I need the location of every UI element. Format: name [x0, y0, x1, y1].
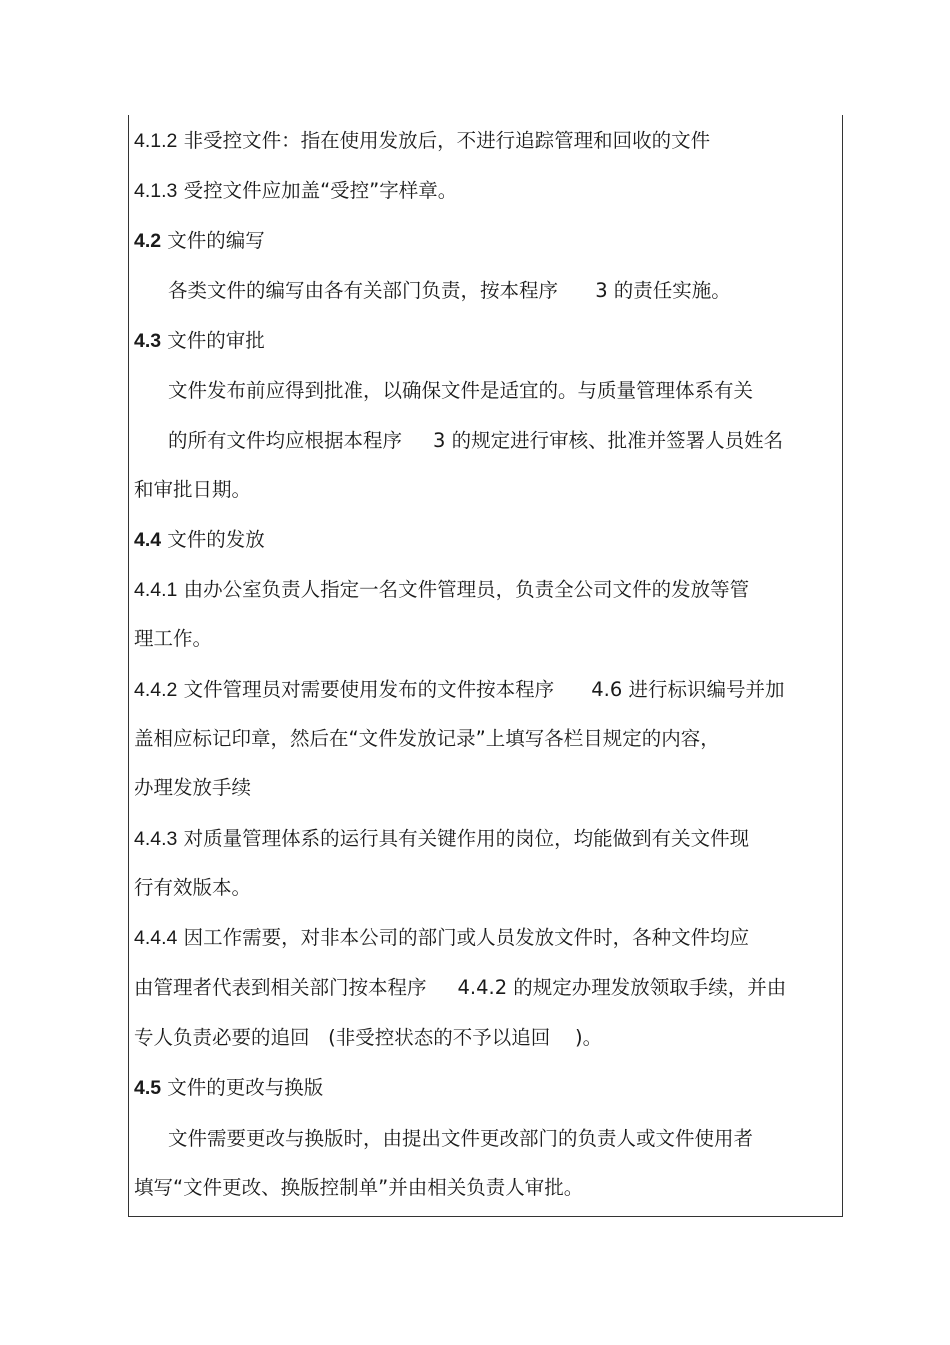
- clause-4-4-3: 4.4.3 对质量管理体系的运行具有关键作用的岗位，均能做到有关文件现: [134, 827, 750, 850]
- clause-4-1-3: 4.1.3 受控文件应加盖“受控”字样章。: [134, 179, 458, 202]
- section-heading-4-2: 4.2 文件的编写: [134, 229, 265, 252]
- paragraph-line: 各类文件的编写由各有关部门负责，按本程序 3 的责任实施。: [168, 279, 731, 302]
- section-heading-4-5: 4.5 文件的更改与换版: [134, 1076, 324, 1099]
- paragraph-line: 行有效版本。: [134, 876, 252, 899]
- clause-4-4-1: 4.4.1 由办公室负责人指定一名文件管理员，负责全公司文件的发放等管: [134, 578, 750, 601]
- paragraph-line: 由管理者代表到相关部门按本程序 4.4.2 的规定办理发放领取手续，并由: [134, 976, 787, 999]
- paragraph-line: 文件需要更改与换版时，由提出文件更改部门的负责人或文件使用者: [168, 1127, 754, 1150]
- paragraph-line: 文件发布前应得到批准，以确保文件是适宜的。与质量管理体系有关: [168, 379, 754, 402]
- section-heading-4-4: 4.4 文件的发放: [134, 528, 265, 551]
- paragraph-line: 的所有文件均应根据本程序 3 的规定进行审核、批准并签署人员姓名: [168, 429, 784, 452]
- section-heading-4-3: 4.3 文件的审批: [134, 329, 265, 352]
- clause-4-4-2: 4.4.2 文件管理员对需要使用发布的文件按本程序 4.6 进行标识编号并加: [134, 678, 785, 701]
- paragraph-line: 理工作。: [134, 627, 213, 650]
- paragraph-line: 盖相应标记印章，然后在“文件发放记录”上填写各栏目规定的内容，: [134, 727, 720, 750]
- clause-4-1-2: 4.1.2 非受控文件：指在使用发放后，不进行追踪管理和回收的文件: [134, 129, 711, 152]
- paragraph-line: 填写“文件更改、换版控制单”并由相关负责人审批。: [134, 1176, 584, 1199]
- paragraph-line: 和审批日期。: [134, 478, 252, 501]
- clause-4-4-4: 4.4.4 因工作需要，对非本公司的部门或人员发放文件时，各种文件均应: [134, 926, 750, 949]
- paragraph-line: 办理发放手续: [134, 776, 252, 799]
- paragraph-line: 专人负责必要的追回 (非受控状态的不予以追回 )。: [134, 1026, 603, 1049]
